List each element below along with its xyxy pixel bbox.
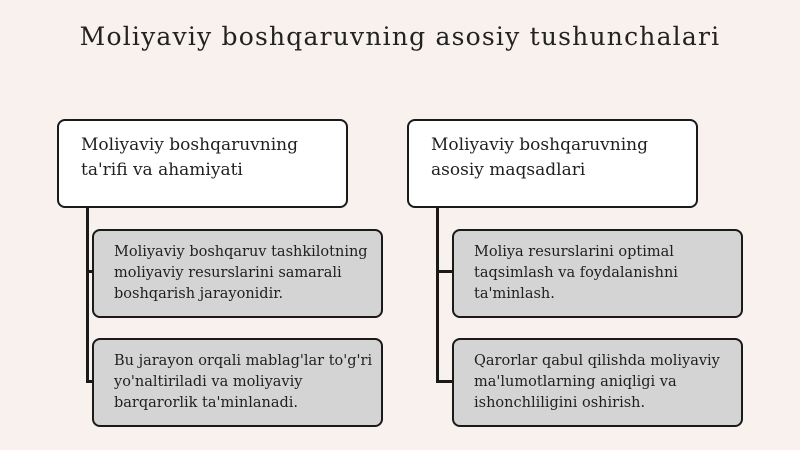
item-line: Moliya resurslarini optimal xyxy=(474,244,674,260)
item-line: Qarorlar qabul qilishda moliyaviy xyxy=(474,353,720,369)
concept-header-definition xyxy=(57,119,348,208)
item-line: ta'minlash. xyxy=(474,286,555,302)
concept-item-definition-1 xyxy=(92,229,383,318)
concept-item-definition-2 xyxy=(92,338,383,427)
item-line: Bu jarayon orqali mablag'lar to'g'ri xyxy=(114,353,373,369)
header-line: Moliyaviy boshqaruvning xyxy=(431,135,649,155)
header-line: asosiy maqsadlari xyxy=(431,160,586,180)
concept-header-goals xyxy=(407,119,698,208)
item-line: ma'lumotlarning aniqligi va xyxy=(474,374,677,390)
connector-right-vertical xyxy=(436,207,439,383)
page-title: Moliyaviy boshqaruvning asosiy tushunchalari xyxy=(79,22,721,51)
item-line: Moliyaviy boshqaruv tashkilotning xyxy=(114,244,368,260)
item-line: boshqarish jarayonidir. xyxy=(114,286,284,302)
item-line: ishonchliligini oshirish. xyxy=(474,395,646,411)
header-line: ta'rifi va ahamiyati xyxy=(81,160,243,180)
item-line: yo'naltiriladi va moliyaviy xyxy=(114,374,303,390)
header-line: Moliyaviy boshqaruvning xyxy=(81,135,299,155)
item-line: moliyaviy resurslarini samarali xyxy=(114,265,342,281)
connector-left-vertical xyxy=(86,207,89,383)
concept-item-goals-2 xyxy=(452,338,743,427)
item-line: taqsimlash va foydalanishni xyxy=(474,265,678,281)
concept-item-goals-1 xyxy=(452,229,743,318)
item-line: barqarorlik ta'minlanadi. xyxy=(114,395,299,411)
